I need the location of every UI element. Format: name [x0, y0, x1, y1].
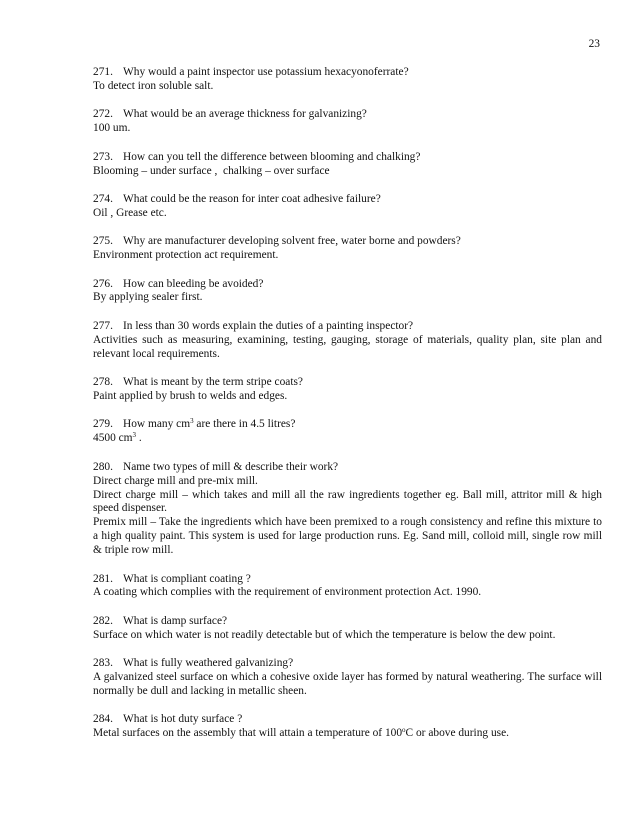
qa-item-284 [93, 713, 602, 741]
question [93, 657, 602, 671]
question-text: Name two types of mill & describe their work? [123, 460, 339, 473]
question-text: What is meant by the term stripe coats? [123, 376, 303, 389]
answer: Paint applied by brush to welds and edges. [93, 390, 288, 402]
answer-text-end: . [136, 432, 142, 445]
qa-item-281 [93, 573, 602, 601]
question-text: How can bleeding be avoided? [123, 277, 264, 290]
question-text: Why would a paint inspector use potassium hexacyonoferrate? [123, 66, 409, 78]
question-text: In less than 30 words explain the duties of a painting inspector? [123, 319, 414, 332]
question-text: How can you tell the difference between blooming and chalking? [123, 150, 421, 163]
qa-item-274 [93, 193, 602, 221]
qa-item-277 [93, 320, 602, 362]
question-number: 280. [93, 460, 113, 473]
question [93, 713, 602, 727]
qa-item-279 [93, 418, 602, 446]
qa-item-283 [93, 657, 602, 699]
question [93, 615, 602, 629]
answer: To detect iron soluble salt. [93, 79, 214, 92]
question-number: 276. [93, 277, 113, 290]
question-number: 281. [93, 572, 113, 585]
question [93, 461, 602, 475]
question-text: What is hot duty surface ? [123, 713, 243, 726]
answer [93, 727, 602, 741]
qa-item-282 [93, 615, 602, 643]
question-text: What is compliant coating ? [123, 572, 251, 585]
question-number: 277. [93, 319, 113, 332]
answer-text-start: Metal surfaces on the assembly that will attain a temperature of 100 [93, 727, 403, 740]
question-text: What would be an average thickness for galvanizing? [123, 108, 367, 121]
question-text: What is damp surface? [123, 614, 228, 627]
question-text: What is fully weathered galvanizing? [123, 657, 294, 670]
question [93, 278, 602, 292]
superscript: o [402, 726, 406, 735]
question [93, 320, 602, 334]
question-number: 275. [93, 235, 113, 248]
answer: Activities such as measuring, examining, testing, gauging, storage of materials, quality plan, site plan and relevant local requirements. [93, 333, 602, 360]
answer: By applying sealer first. [93, 291, 203, 304]
qa-item-280 [93, 461, 602, 558]
question-text-end: are there in 4.5 litres? [193, 418, 296, 431]
answer: Environment protection act requirement. [93, 249, 279, 262]
question-number: 284. [93, 713, 113, 726]
qa-item-273 [93, 151, 602, 179]
question [93, 573, 602, 587]
answer: A galvanized steel surface on which a cohesive oxide layer has formed by natural weathering. The surface will normally be dull and lacking in metallic sheen. [93, 671, 602, 697]
question-number: 272. [93, 108, 113, 121]
question-number: 283. [93, 657, 113, 670]
answer: Direct charge mill and pre-mix mill. [93, 474, 258, 487]
superscript: 3 [190, 417, 194, 426]
question [93, 193, 602, 207]
answer: Surface on which water is not readily detectable but of which the temperature is below the dew point. [93, 628, 556, 641]
page-number: 23 [588, 38, 600, 50]
question-number: 282. [93, 614, 113, 627]
answer: A coating which complies with the requirement of environment protection Act. 1990. [93, 586, 482, 599]
question [93, 235, 602, 249]
question-text-start: How many cm [123, 418, 191, 431]
qa-item-271 [93, 66, 602, 94]
question [93, 66, 602, 80]
question-number: 273. [93, 150, 113, 163]
qa-item-276 [93, 278, 602, 306]
question [93, 376, 602, 390]
question-number: 274. [93, 192, 113, 205]
answer: 100 um. [93, 122, 131, 135]
qa-item-278 [93, 376, 602, 404]
answer-text-start: 4500 cm [93, 432, 133, 445]
question [93, 151, 602, 165]
question-number: 279. [93, 418, 113, 431]
superscript: 3 [132, 431, 137, 440]
qa-list [93, 66, 602, 756]
answer: Oil , Grease etc. [93, 206, 167, 219]
question [93, 418, 602, 432]
answer-paragraph: Premix mill – Take the ingredients which have been premixed to a rough consistency and refine this mixture to a high quality paint. This system is used for large production runs. Eg. Sand mill, colloid mill, single row mill & triple row mill. [93, 516, 602, 557]
answer-paragraph: Direct charge mill – which takes and mill all the raw ingredients together eg. Ball mill, attritor mill & high speed dispenser. [93, 488, 602, 515]
answer: Blooming – under surface , chalking – over surface [93, 164, 330, 177]
question-text: What could be the reason for inter coat adhesive failure? [123, 192, 381, 205]
answer-text-end: C or above during use. [405, 727, 509, 740]
answer [93, 432, 602, 446]
question-number: 271. [93, 66, 113, 78]
qa-item-272 [93, 108, 602, 136]
qa-item-275 [93, 235, 602, 263]
question-number: 278. [93, 376, 113, 389]
question-text: Why are manufacturer developing solvent free, water borne and powders? [123, 235, 461, 248]
question [93, 108, 602, 122]
